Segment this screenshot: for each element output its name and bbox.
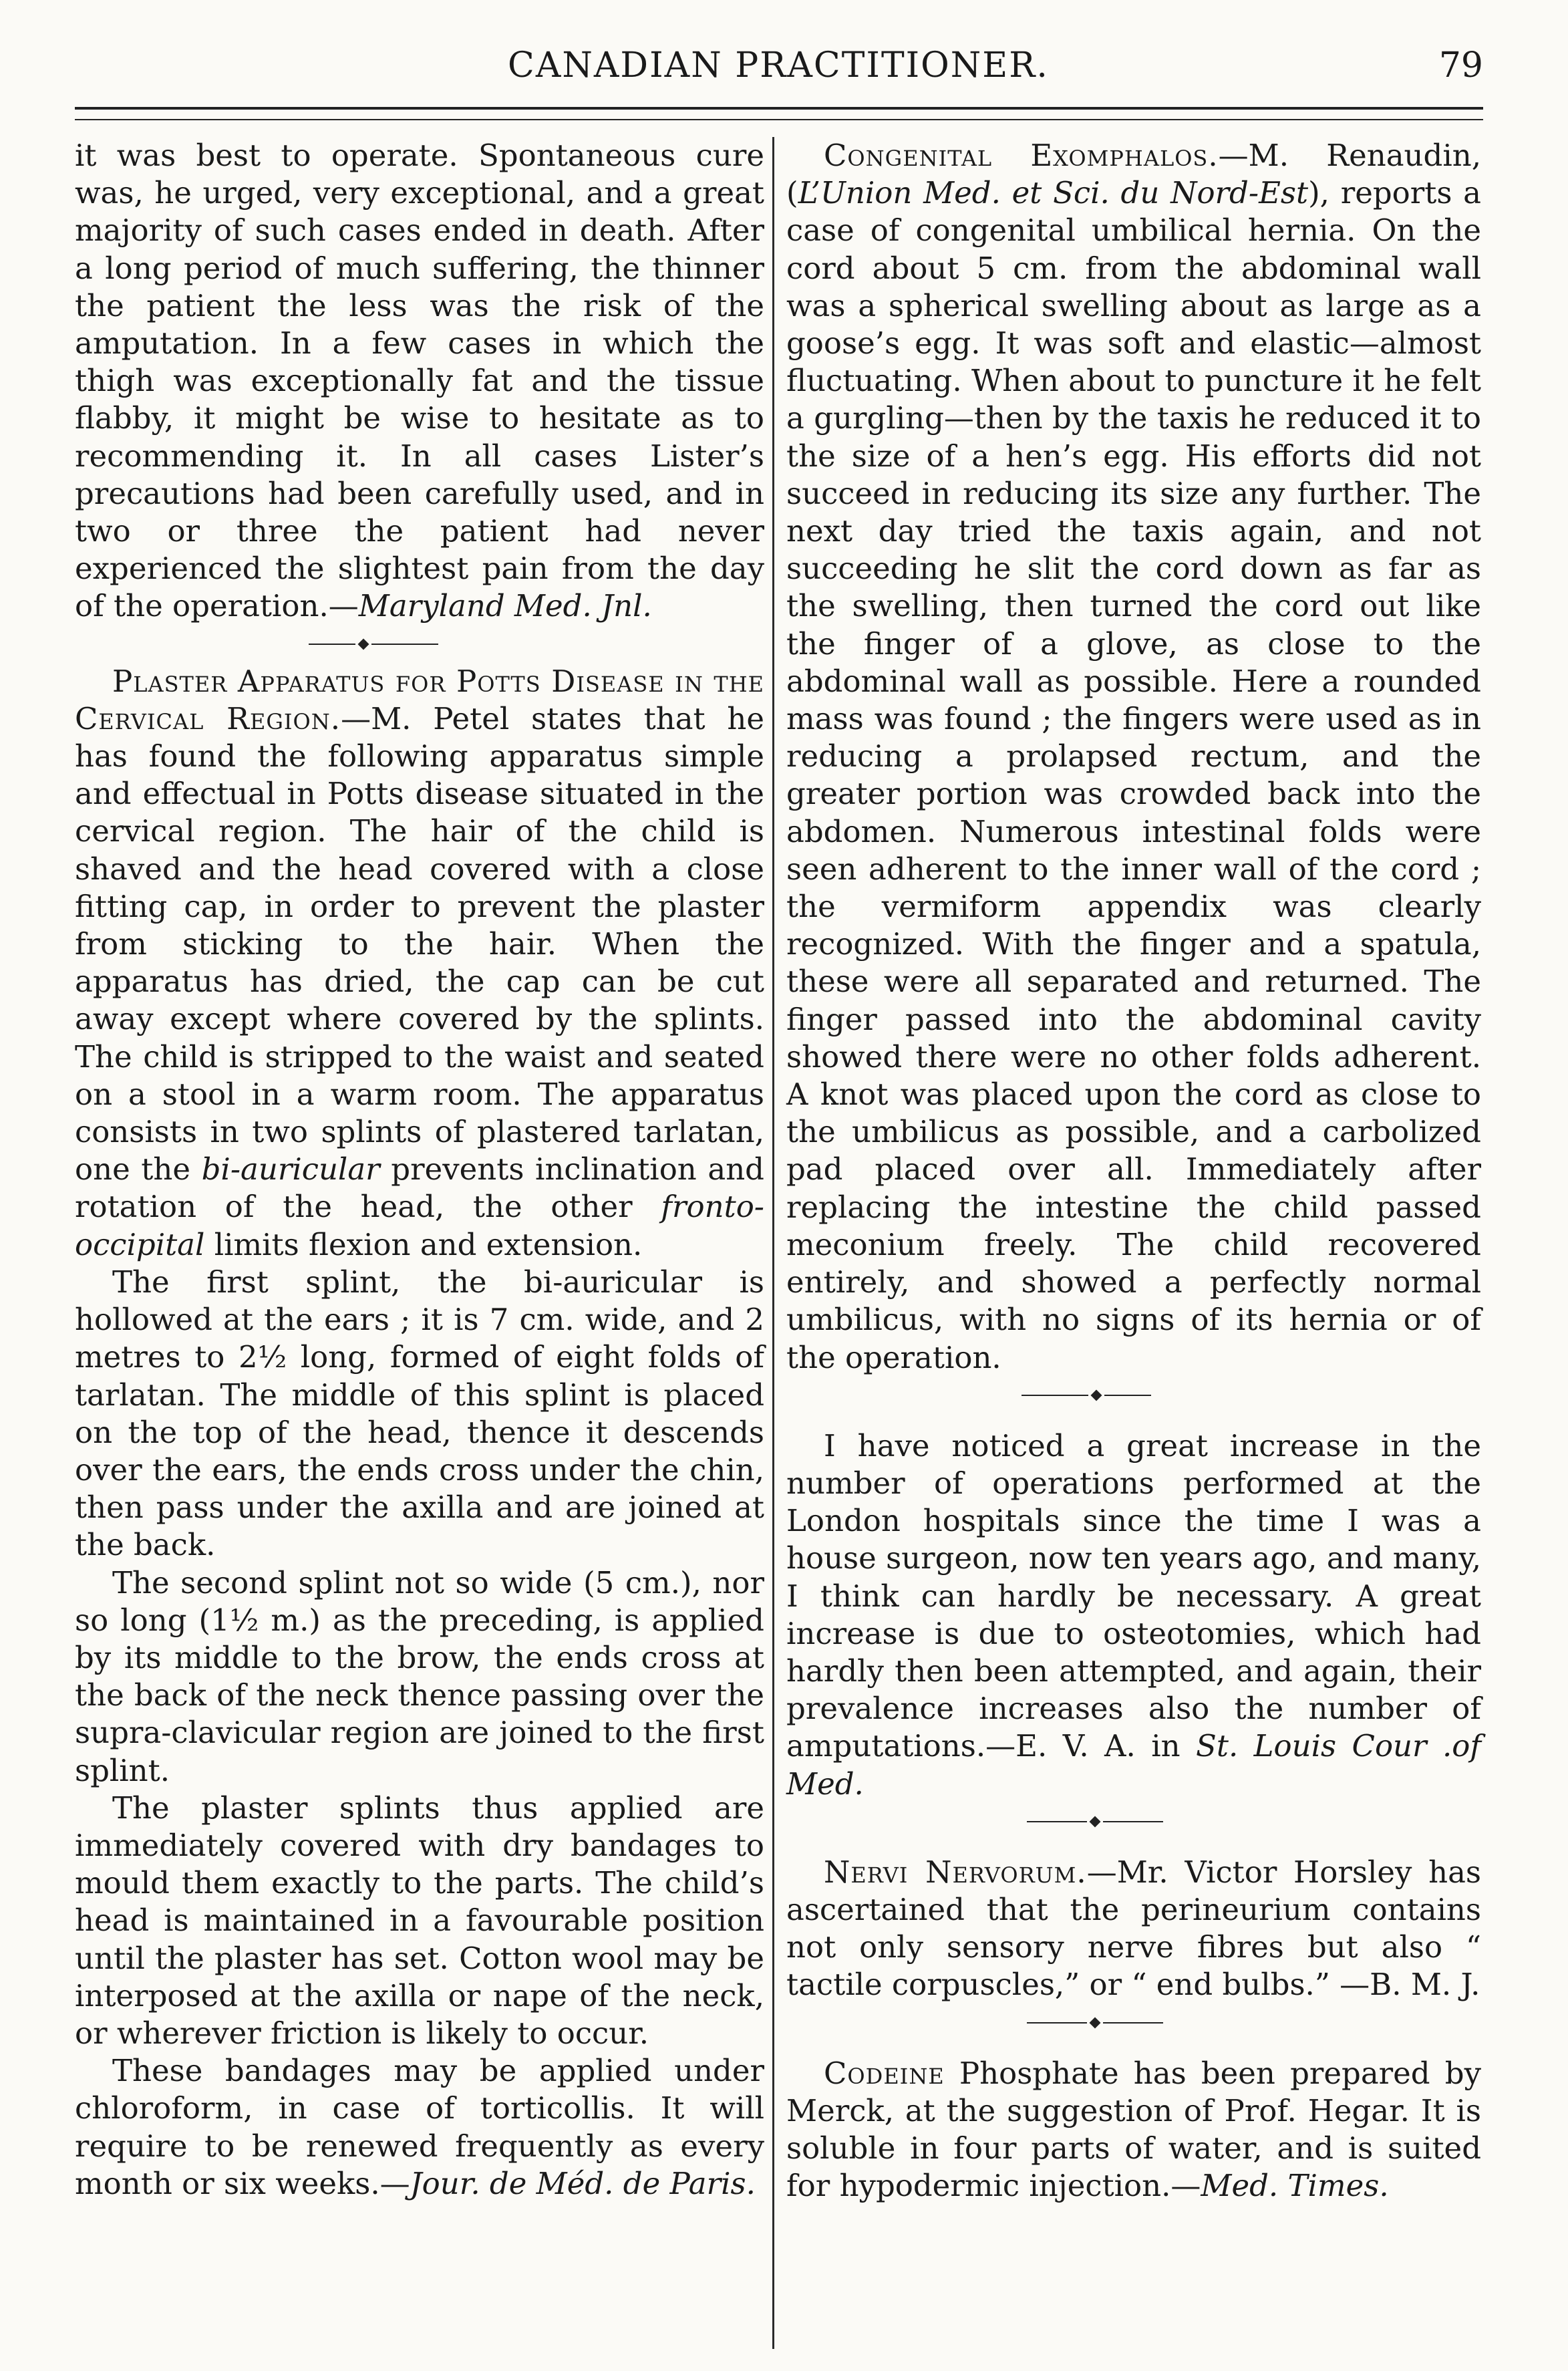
source-citation: St. Louis Cour .of Med. — [786, 1728, 1481, 1802]
page-number: 79 — [1438, 45, 1483, 86]
running-header — [73, 33, 1483, 100]
paragraph-first-splint: The first splint, the bi-auricular is hollowed at the ears ; it is 7 cm. wide, and 2 metres to 2½ long, formed of eight folds of tarlatan. The middle of this splint is placed on the top of the head, thence it descends over the ears, the ends cross under the chin, then pass under the axilla and are joined at the back. — [75, 1264, 764, 1563]
journal-title: CANADIAN PRACTITIONER. — [508, 45, 1049, 86]
ornament-line — [1104, 1395, 1151, 1396]
paragraph-second-splint: The second splint not so wide (5 cm.), nor so long (1½ m.) as the preceding, is applied by its middle to the brow, the ends cross at the back of the neck thence passing over the supra-clavicular region are joined to the first splint. — [75, 1564, 764, 1788]
ornament-diamond — [1091, 1389, 1102, 1401]
header-rule-thin — [75, 119, 1483, 120]
ornament-diamond — [1090, 2017, 1101, 2028]
source-citation: Med. Times. — [1201, 2168, 1389, 2204]
article-plaster-apparatus — [75, 663, 764, 1264]
source-citation: Jour. de Méd. de Paris. — [410, 2165, 756, 2201]
paragraph-text: prevents inclination and rotation of the head, the other — [75, 1151, 764, 1225]
paragraph-text: —Mr. Victor Horsley has ascertained that the perineurium contains not only sensory nerve fibres but also “ tactile corpuscles,” or “ end bulbs.” —B. M. J. — [786, 1854, 1482, 2003]
ornament-line — [309, 644, 355, 645]
italic-term: L’Union Med. et Sci. du Nord-Est — [798, 175, 1309, 211]
left-column — [75, 137, 764, 2203]
article-heading: Congenital Exomphalos. — [824, 138, 1219, 173]
article-operations-increase — [786, 1427, 1481, 1803]
paragraph-text: it was best to operate. Spontaneous cure was, he urged, very exceptional, and a great majority of such cases ended in death. After a long period of much suffering, the thinner the patient the less was the risk of the amputation. In a few cases in which the thigh was exceptionally fat and the tissue flabby, it might be wise to hesitate as to recommending it. In all cases Lister’s precautions had been carefully used, and in two or three the patient had never experienced the slightest pain from the day of the operation.— — [75, 138, 764, 624]
section-ornament — [786, 1803, 1481, 1840]
header-rule-thick — [75, 107, 1483, 110]
paragraph-chloroform — [75, 2052, 764, 2203]
italic-term: fronto-occipital — [75, 1189, 764, 1262]
ornament-line — [371, 644, 438, 645]
ornament-diamond — [358, 638, 369, 650]
column-separator — [772, 137, 774, 2349]
section-ornament — [786, 2004, 1481, 2042]
ornament-line — [1027, 1821, 1087, 1822]
italic-term: bi-auricular — [201, 1151, 380, 1188]
paragraph-text: Phosphate has been prepared by Merck, at the suggestion of Prof. Hegar. It is soluble in four parts of water, and is suited for hypodermic injection.— — [786, 2055, 1481, 2204]
section-ornament — [786, 1377, 1481, 1414]
article-codeine — [786, 2055, 1481, 2205]
article-congenital-exomphalos — [786, 137, 1481, 1377]
paragraph-text: These bandages may be applied under chloroform, in case of torticollis. It will require to be renewed frequently as every month or six weeks.— — [75, 2053, 764, 2201]
ornament-line — [1103, 2022, 1163, 2024]
paragraph-text: —M. Petel states that he has found the following apparatus simple and effectual in Potts disease situated in the cervical region. The hair of the child is shaved and the head covered with a close fitting cap, in order to prevent the plaster from sticking to the hair. When the apparatus has dried, the cap can be cut away except where covered by the splints. The child is stripped to the waist and seated on a stool in a warm room. The apparatus consists in two splints of plastered tarlatan, one the — [75, 700, 765, 1188]
spacer — [786, 2042, 1481, 2055]
paragraph-text: limits flexion and extension. — [204, 1226, 643, 1262]
section-ornament — [75, 625, 764, 663]
right-column — [786, 137, 1481, 2205]
spacer — [786, 1414, 1481, 1427]
paragraph-text: —M. Renaudin, ( — [786, 138, 1481, 211]
ornament-line — [1103, 1821, 1163, 1822]
article-heading: Plaster Apparatus for Potts Disease in the Cervical Region. — [75, 663, 764, 736]
ornament-line — [1022, 1395, 1088, 1396]
paragraph-text: ), reports a case of congenital umbilical hernia. On the cord about 5 cm. from the abdominal wall was a spherical swelling about as large as a goose’s egg. It was soft and elastic—almost fluctuating. When about to puncture it he felt a gurgling—then by the taxis he reduced it to the size of a hen’s egg. His efforts did not succeed in reducing its size any further. The next day tried the taxis again, and not succeeding he slit the cord down as far as the swelling, then turned the cord out like the finger of a glove, as close to the abdominal wall as possible. Here a rounded mass was found ; the fingers were used as in reducing a prolapsed rectum, and the greater portion was crowded back into the abdomen. Numerous intestinal folds were seen adherent to the inner wall of the cord ; the vermiform appendix was clearly recognized. With the finger and a spatula, these were all separated and returned. The finger passed into the abdominal cavity showed there were no other folds adherent. A knot was placed upon the cord as close to the umbilicus as possible, and a carbolized pad placed over all. Immediately after replacing the intestine the child passed meconium freely. The child recovered entirely, and showed a perfectly normal umbilicus, with no signs of its hernia or of the operation. — [786, 175, 1481, 1375]
source-citation: Maryland Med. Jnl. — [358, 588, 652, 624]
paragraph-text: I have noticed a great increase in the number of operations performed at the London hospitals since the time I was a house surgeon, now ten years ago, and many, I think can hardly be necessary. A great increase is due to osteotomies, which had hardly then been attempted, and again, their prevalence increases also the number of amputations.—E. V. A. in — [786, 1427, 1481, 1764]
article-nervi-nervorum — [786, 1854, 1481, 2004]
paragraph-continued — [75, 137, 764, 625]
article-heading: Nervi Nervorum. — [824, 1854, 1087, 1890]
ornament-diamond — [1090, 1816, 1101, 1827]
paragraph-bandages: The plaster splints thus applied are immediately covered with dry bandages to mould them exactly to the parts. The child’s head is maintained in a favourable position until the plaster has set. Cotton wool may be interposed at the axilla or nape of the neck, or wherever friction is likely to occur. — [75, 1790, 764, 2051]
article-heading: Codeine — [824, 2055, 945, 2091]
ornament-line — [1027, 2022, 1087, 2024]
spacer — [786, 1840, 1481, 1854]
